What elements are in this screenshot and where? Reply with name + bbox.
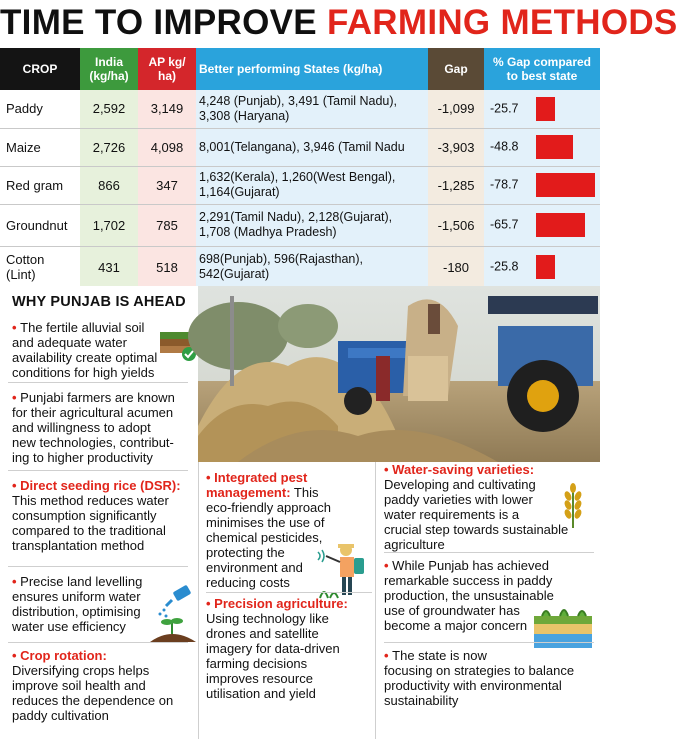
text-line: This method reduces water (12, 493, 169, 508)
text-line: Developing and cultivating (384, 477, 536, 492)
cell-crop (0, 246, 80, 288)
groundwater-icon (532, 604, 594, 650)
pct-value: -78.7 (490, 177, 519, 192)
divider (8, 642, 188, 643)
headline (0, 0, 678, 46)
header-gap: Gap (428, 48, 484, 90)
column-divider (198, 462, 199, 739)
better-line: 1,632(Kerala), 1,260(West Bengal), (199, 170, 396, 184)
text-line: sustainability (384, 693, 459, 708)
bullet-icon: • (12, 478, 21, 493)
cell-gap: -1,285 (428, 166, 484, 204)
cell-better-states (196, 204, 428, 246)
text-line: imagery for data-driven (206, 641, 340, 656)
text-line: water requirements is a (384, 507, 520, 522)
cell-better-states (196, 246, 428, 288)
text-line: conditions for high yields (12, 365, 155, 380)
gap-bar (536, 97, 555, 121)
cell-ap: 347 (138, 166, 196, 204)
watering-can-sprout-icon (144, 586, 198, 646)
item-heading: Integrated pest (214, 470, 308, 485)
text-line: drones and satellite (206, 626, 319, 641)
why-title: WHY PUNJAB IS AHEAD (12, 294, 186, 310)
why-punjab-column (0, 286, 198, 739)
text-line: The fertile alluvial soil (20, 320, 145, 335)
table-row (0, 204, 600, 246)
divider (8, 470, 188, 471)
cell-india: 2,726 (80, 128, 138, 166)
gap-bar (536, 135, 573, 159)
text-line: transplantation method (12, 538, 145, 553)
cell-india: 1,702 (80, 204, 138, 246)
cell-pct-gap (484, 166, 600, 204)
item-heading: Crop rotation: (20, 648, 107, 663)
bullet-icon: • (384, 558, 393, 573)
text-line: availability create optimal (12, 350, 158, 365)
cell-pct-gap (484, 90, 600, 128)
cell-gap: -180 (428, 246, 484, 288)
cell-india: 866 (80, 166, 138, 204)
cell-gap: -1,506 (428, 204, 484, 246)
table-row (0, 246, 600, 288)
text-line: chemical pesticides, (206, 530, 323, 545)
text-line: farming decisions (206, 656, 308, 671)
text-line: new technologies, contribut- (12, 435, 174, 450)
farm-photo (198, 286, 600, 462)
text-line: utilisation and yield (206, 686, 316, 701)
better-line: 1,708 (Madhya Pradesh) (199, 225, 337, 239)
text-line: The state is now (392, 648, 487, 663)
text-line: improve soil health and (12, 678, 146, 693)
better-line: 8,001(Telangana), 3,946 (Tamil Nadu (199, 139, 405, 154)
text-line: ensures uniform water (12, 589, 141, 604)
cell-ap: 518 (138, 246, 196, 288)
text-line: reduces the dependence on (12, 693, 174, 708)
column-divider (375, 462, 376, 739)
text-line: production, the unsustainable (384, 588, 554, 603)
cell-ap: 4,098 (138, 128, 196, 166)
divider (206, 592, 372, 593)
text-line: paddy cultivation (12, 708, 109, 723)
bullet-icon: • (206, 596, 215, 611)
pct-value: -25.7 (490, 101, 519, 116)
cell-crop: Paddy (0, 90, 80, 128)
why-item-levelling (12, 574, 162, 634)
text-line: paddy varieties with lower (384, 492, 533, 507)
pct-value: -48.8 (490, 139, 519, 154)
wheat-icon (558, 482, 588, 530)
headline-part2: FARMING METHODS (326, 3, 678, 42)
text-line: ing to higher productivity (12, 450, 153, 465)
bullet-icon: • (12, 574, 21, 589)
text-line: remarkable success in paddy (384, 573, 553, 588)
text-line: consumption significantly (12, 508, 157, 523)
bullet-icon: • (384, 648, 393, 663)
text-line: Punjabi farmers are known (20, 390, 175, 405)
text-line: and willingness to adopt (12, 420, 151, 435)
divider (8, 566, 188, 567)
item-heading: Water-saving varieties: (392, 462, 535, 477)
cell-ap: 3,149 (138, 90, 196, 128)
divider (8, 382, 188, 383)
why-item-farmers (12, 390, 196, 465)
cell-pct-gap (484, 246, 600, 288)
text-line: distribution, optimising (12, 604, 141, 619)
better-line: 2,291(Tamil Nadu), 2,128(Gujarat), (199, 210, 393, 224)
text-line: use of groundwater has (384, 603, 520, 618)
cell-better-states (196, 128, 428, 166)
text-line: reducing costs (206, 575, 290, 590)
text-line: and adequate water (12, 335, 127, 350)
gap-bar (536, 255, 555, 279)
text-line: focusing on strategies to balance (384, 663, 575, 678)
text-line: crucial step towards sustainable (384, 522, 569, 537)
cell-pct-gap (484, 204, 600, 246)
table-row (0, 166, 600, 204)
why-item-rotation (12, 648, 196, 723)
better-line: 698(Punjab), 596(Rajasthan), (199, 252, 363, 266)
lower-section (0, 286, 600, 739)
cell-india: 431 (80, 246, 138, 288)
why-item-soil (12, 320, 172, 380)
crop-line: Cotton (6, 252, 45, 267)
bullet-icon: • (12, 648, 21, 663)
gap-bar (536, 213, 585, 237)
text-line: eco-friendly approach (206, 500, 332, 515)
text-line: water use efficiency (12, 619, 126, 634)
cell-crop: Red gram (0, 166, 80, 204)
header-better-states: Better performing States (kg/ha) (196, 48, 428, 90)
headline-part1: TIME TO IMPROVE (0, 3, 327, 42)
yield-table (0, 48, 600, 289)
text-line: Precise land levelling (20, 574, 143, 589)
text-line: protecting the (206, 545, 285, 560)
bullet-icon: • (206, 470, 215, 485)
item-heading: Direct seeding rice (DSR): (20, 478, 181, 493)
better-line: 4,248 (Punjab), 3,491 (Tamil Nadu), (199, 93, 398, 108)
text-line: Diversifying crops helps (12, 663, 150, 678)
text-line: productivity with environmental (384, 678, 562, 693)
cell-better-states (196, 90, 428, 128)
bullet-icon: • (384, 462, 393, 477)
text-line: become a major concern (384, 618, 528, 633)
text-line: While Punjab has achieved (392, 558, 549, 573)
better-line: 542(Gujarat) (199, 267, 270, 281)
why-item-dsr (12, 478, 196, 553)
bullet-icon: • (12, 320, 21, 335)
text-line: for their agricultural acumen (12, 405, 174, 420)
item-heading: Precision agriculture: (214, 596, 348, 611)
pct-value: -25.8 (490, 259, 519, 274)
text-line: improves resource (206, 671, 313, 686)
text-line: agriculture (384, 537, 445, 552)
crop-line: (Lint) (6, 267, 36, 282)
right-item-strategies (384, 648, 596, 708)
cell-gap: -3,903 (428, 128, 484, 166)
header-ap: AP kg/ ha) (138, 48, 196, 90)
divider (384, 552, 594, 553)
text-line: minimises the use of (206, 515, 325, 530)
header-pct-gap: % Gap compared to best state (484, 48, 600, 90)
text-line: Using technology like (206, 611, 329, 626)
text-line: environment and (206, 560, 303, 575)
table-row (0, 90, 600, 128)
better-line: 3,308 (Haryana) (199, 108, 290, 123)
divider (384, 642, 594, 643)
cell-crop: Maize (0, 128, 80, 166)
pct-value: -65.7 (490, 217, 519, 232)
text-line: This (293, 485, 319, 500)
cell-india: 2,592 (80, 90, 138, 128)
header-india: India (kg/ha) (80, 48, 138, 90)
gap-bar (536, 173, 595, 197)
bullet-icon: • (12, 390, 21, 405)
table-row (0, 128, 600, 166)
item-heading: management: (206, 485, 291, 500)
cell-better-states (196, 166, 428, 204)
cell-ap: 785 (138, 204, 196, 246)
text-line: compared to the traditional (12, 523, 166, 538)
cell-crop: Groundnut (0, 204, 80, 246)
cell-pct-gap (484, 128, 600, 166)
cell-gap: -1,099 (428, 90, 484, 128)
mid-item-precision (206, 596, 372, 701)
better-line: 1,164(Gujarat) (199, 185, 280, 199)
header-crop: CROP (0, 48, 80, 90)
